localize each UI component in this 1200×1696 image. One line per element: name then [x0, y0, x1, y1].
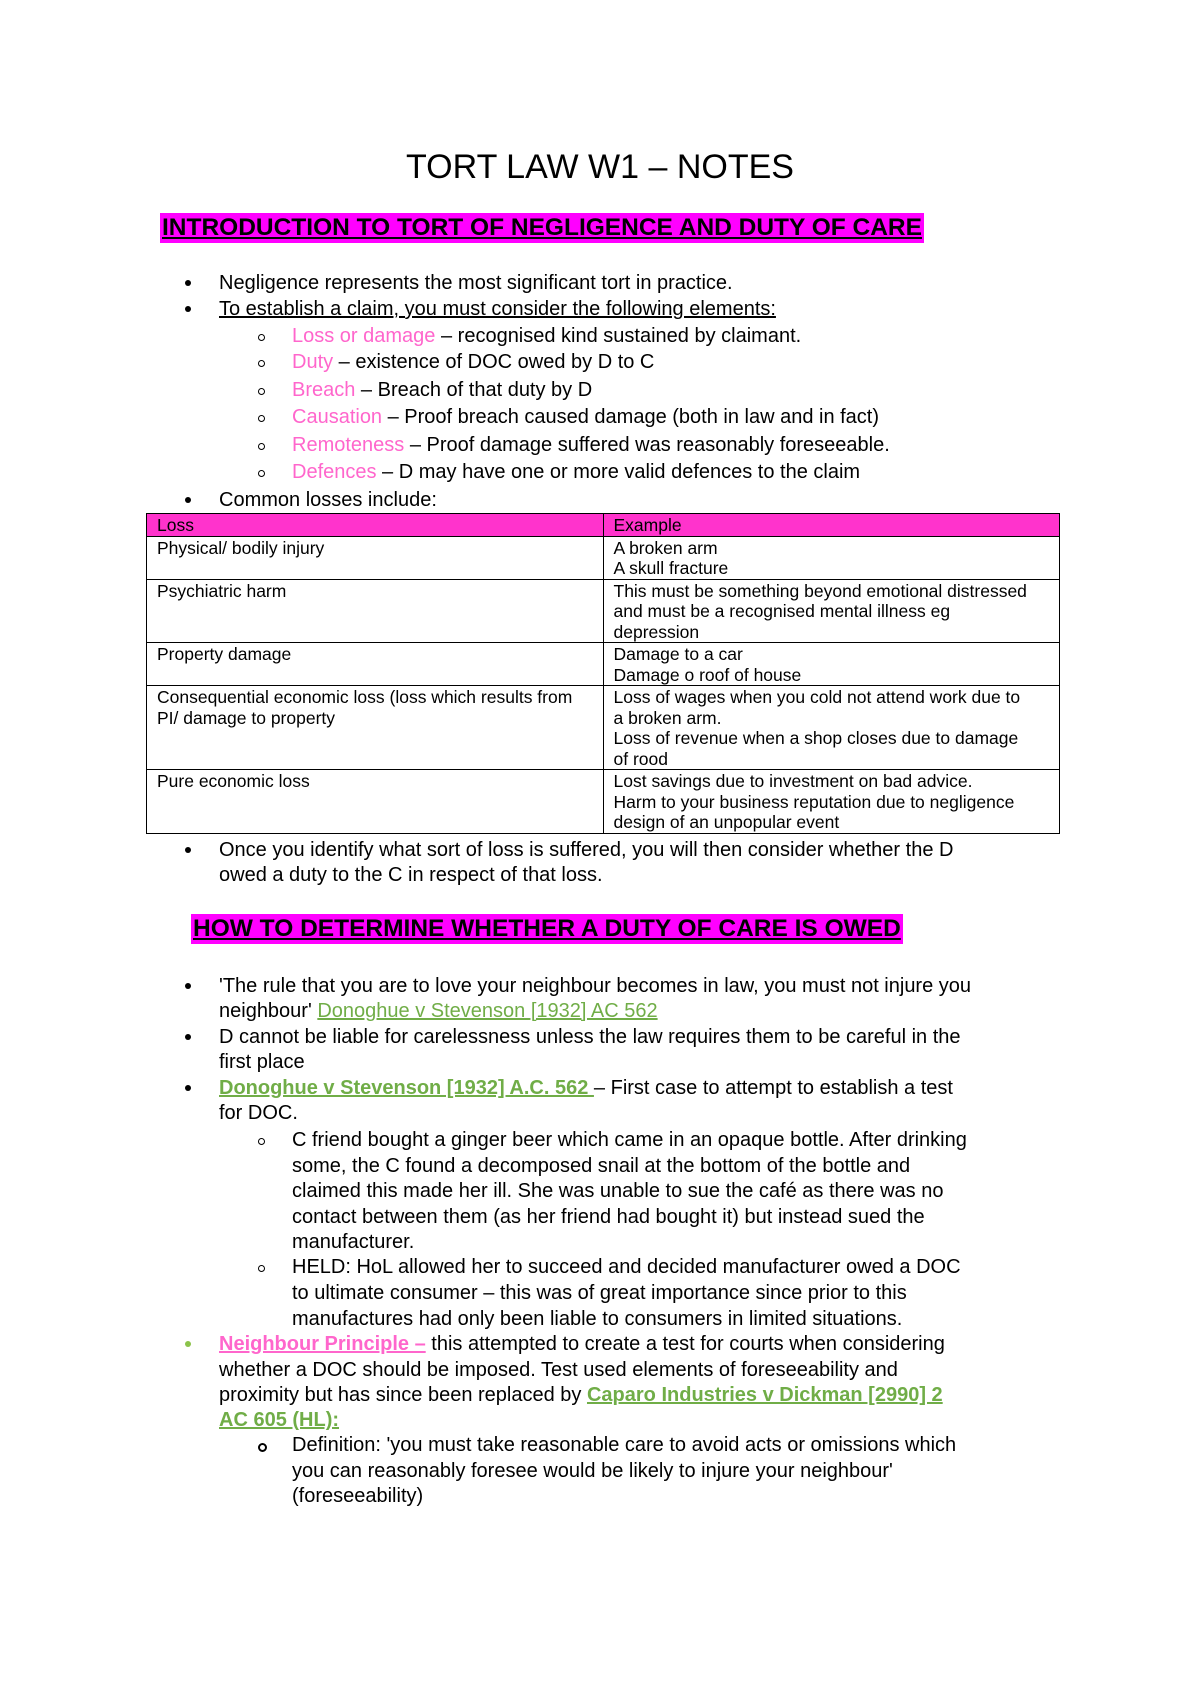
bullet-text-cont: whether a DOC should be imposed. Test used elements of foreseeability and: [219, 1359, 898, 1381]
bullet: [185, 1341, 191, 1347]
table-cell-example: [603, 579, 1060, 643]
element-term: Causation: [292, 406, 383, 428]
cell-text: Psychiatric harm: [157, 580, 287, 601]
case-citation: AC 605 (HL):: [219, 1409, 340, 1431]
element-item: [292, 324, 801, 349]
sub-bullet: [258, 1443, 267, 1452]
page-title: TORT LAW W1 – NOTES: [406, 148, 794, 186]
case-citation: Donoghue v Stevenson [1932] A.C. 562: [219, 1077, 594, 1099]
cell-text: design of an unpopular event: [613, 812, 840, 832]
cell-text: depression: [613, 621, 700, 642]
bullet-text: Common losses include:: [219, 489, 437, 511]
bullet: [185, 1085, 191, 1091]
term: Neighbour Principle –: [219, 1333, 426, 1355]
bullet-text: To establish a claim, you must consider the following elements:: [219, 298, 776, 320]
bullet-text: Negligence represents the most significant tort in practice.: [219, 272, 733, 294]
bullet-text: 'The rule that you are to love your neighbour becomes in law, you must not injure you: [219, 975, 972, 997]
text: this attempted to create a test for courts when considering: [425, 1333, 945, 1355]
cell-text: A broken arm: [613, 537, 718, 558]
element-text: – D may have one or more valid defences to the claim: [376, 461, 861, 483]
element-item: [292, 378, 592, 403]
bullet-text: [219, 1332, 945, 1357]
cell-text: Damage to a car: [613, 644, 743, 664]
table-cell-loss: [147, 770, 604, 834]
cell-text: PI/ damage to property: [157, 707, 336, 728]
bullet-text-cont: [219, 999, 658, 1024]
element-text: – existence of DOC owed by D to C: [333, 351, 655, 373]
cell-text: This must be something beyond emotional distressed: [613, 580, 1027, 601]
bullet: [185, 497, 191, 503]
cell-text: Property damage: [157, 644, 292, 664]
section-heading-introduction: INTRODUCTION TO TORT OF NEGLIGENCE AND DUTY OF CARE: [162, 214, 922, 241]
sub-bullet: [258, 470, 265, 477]
cell-text: Loss of revenue when a shop closes due to damage: [613, 728, 1019, 748]
element-term: Defences: [292, 461, 377, 483]
element-item: [292, 460, 860, 485]
bullet: [185, 1034, 191, 1040]
sub-bullet: [258, 443, 265, 450]
table-header-loss: Loss: [147, 514, 604, 537]
bullet-text: [219, 1076, 953, 1101]
cell-text: of rood: [613, 748, 668, 769]
sub-bullet: [258, 415, 265, 422]
element-term: Breach: [292, 379, 356, 401]
table-cell-example: [603, 643, 1060, 686]
cell-text: and must be a recognised mental illness eg: [613, 601, 951, 621]
sub-text: HELD: HoL allowed her to succeed and decided manufacturer owed a DOC: [292, 1256, 961, 1278]
section-heading-duty-of-care: HOW TO DETERMINE WHETHER A DUTY OF CARE IS OWED: [193, 915, 901, 942]
cell-text: Lost savings due to investment on bad advice.: [613, 771, 973, 791]
sub-text: Definition: 'you must take reasonable care to avoid acts or omissions which: [292, 1434, 957, 1456]
table-header-example: Example: [603, 514, 1060, 537]
table-cell-example: [603, 686, 1060, 770]
element-item: [292, 433, 890, 458]
element-term: Duty: [292, 351, 334, 373]
table-row: [147, 643, 1060, 686]
element-term: Loss or damage: [292, 325, 436, 347]
text: – First case to attempt to establish a test: [593, 1077, 953, 1099]
sub-text: claimed this made her ill. She was unable to sue the café as there was no: [292, 1180, 944, 1202]
sub-bullet: [258, 1265, 265, 1272]
bullet-text-cont: owed a duty to the C in respect of that loss.: [219, 864, 603, 886]
text: proximity but has since been replaced by: [219, 1384, 587, 1406]
bullet: [185, 306, 191, 312]
cell-text: Damage o roof of house: [613, 664, 802, 685]
bullet-text-cont: [219, 1408, 339, 1433]
table-cell-loss: [147, 643, 604, 686]
bullet-text: D cannot be liable for carelessness unless the law requires them to be careful in the: [219, 1026, 961, 1048]
table-row: [147, 770, 1060, 834]
text: neighbour': [219, 1000, 318, 1022]
element-text: – Proof damage suffered was reasonably foreseeable.: [404, 434, 890, 456]
bullet-text: Once you identify what sort of loss is suffered, you will then consider whether the D: [219, 839, 954, 861]
cell-text: A skull fracture: [613, 558, 729, 578]
sub-text: contact between them (as her friend had bought it) but instead sued the: [292, 1206, 925, 1228]
element-item: [292, 405, 879, 430]
cell-text: Pure economic loss: [157, 771, 310, 791]
sub-bullet: [258, 1138, 265, 1145]
sub-text: manufacturer.: [292, 1231, 415, 1253]
cell-text: a broken arm.: [613, 707, 722, 728]
table-row: [147, 579, 1060, 643]
element-item: [292, 350, 654, 375]
cell-text: Loss of wages when you cold not attend work due to: [613, 687, 1021, 707]
sub-text: (foreseeability): [292, 1485, 424, 1507]
sub-text: manufactures had only been liable to consumers in limited situations.: [292, 1308, 903, 1330]
sub-bullet: [258, 360, 265, 367]
element-text: – recognised kind sustained by claimant.: [435, 325, 802, 347]
bullet: [185, 280, 191, 286]
element-text: – Breach of that duty by D: [355, 379, 593, 401]
cell-text: Consequential economic loss (loss which results from: [157, 687, 573, 707]
table-cell-example: [603, 536, 1060, 579]
bullet: [185, 847, 191, 853]
sub-text: C friend bought a ginger beer which came in an opaque bottle. After drinking: [292, 1129, 967, 1151]
losses-table: [146, 513, 1060, 834]
bullet-text-cont: for DOC.: [219, 1102, 298, 1124]
cell-text: Harm to your business reputation due to negligence: [613, 791, 1015, 812]
table-cell-example: [603, 770, 1060, 834]
element-term: Remoteness: [292, 434, 405, 456]
cell-text: Physical/ bodily injury: [157, 537, 325, 558]
sub-text: some, the C found a decomposed snail at the bottom of the bottle and: [292, 1155, 911, 1177]
case-citation: Donoghue v Stevenson [1932] AC 562: [317, 1000, 658, 1022]
sub-text: you can reasonably foresee would be likely to injure your neighbour': [292, 1460, 893, 1482]
sub-bullet: [258, 388, 265, 395]
table-cell-loss: [147, 579, 604, 643]
sub-text: to ultimate consumer – this was of great importance since prior to this: [292, 1282, 907, 1304]
bullet-text-cont: [219, 1383, 943, 1408]
sub-bullet: [258, 334, 265, 341]
table-header-row: [147, 514, 1060, 537]
case-citation: Caparo Industries v Dickman [2990] 2: [586, 1384, 943, 1406]
bullet-text-cont: first place: [219, 1051, 305, 1073]
element-text: – Proof breach caused damage (both in law and in fact): [382, 406, 880, 428]
table-row: [147, 536, 1060, 579]
table-cell-loss: [147, 536, 604, 579]
table-cell-loss: [147, 686, 604, 770]
bullet: [185, 983, 191, 989]
table-row: [147, 686, 1060, 770]
